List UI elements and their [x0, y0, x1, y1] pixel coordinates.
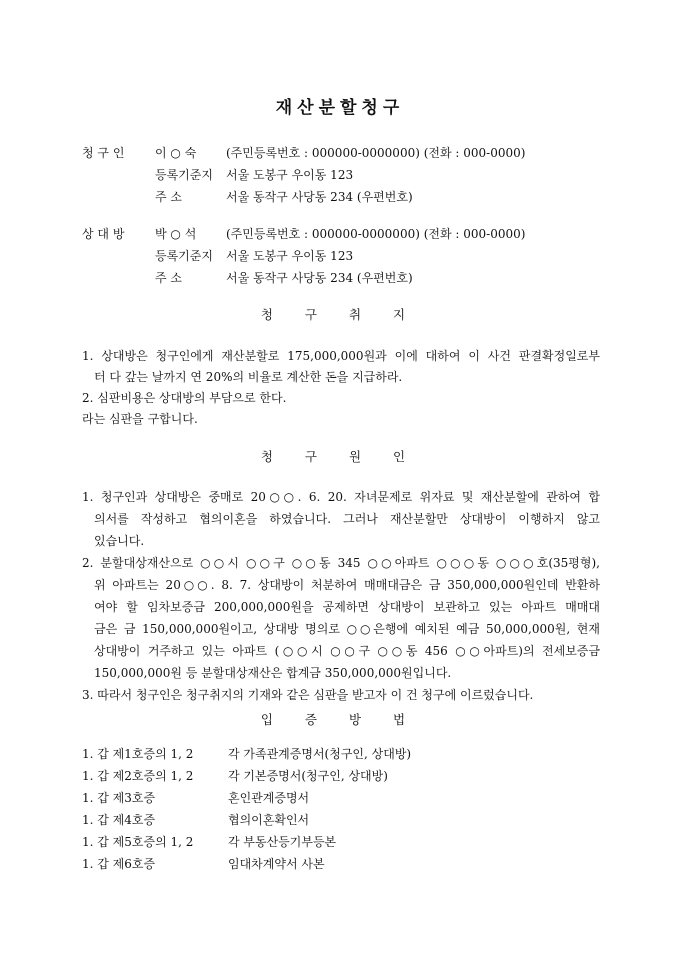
claimant-address: 서울 동작구 사당동 234 (우편번호) [226, 190, 413, 204]
claimant-address-label: 주 소 [155, 190, 182, 204]
cause-heading: 청 구 원 인 [260, 449, 420, 464]
respondent-domicile: 서울 도봉구 우이동 123 [226, 249, 354, 263]
document-title: 재산분할청구 [275, 98, 405, 118]
claimant-domicile: 서울 도봉구 우이동 123 [226, 168, 354, 182]
respondent-id-phone: (주민등록번호 : 000000-0000000) (전화 : 000-0000) [226, 227, 526, 241]
purpose-heading: 청 구 취 지 [260, 307, 420, 322]
respondent-name: 박 ○ 석 [155, 227, 197, 241]
claimant-domicile-label: 등록기준지 [155, 168, 213, 182]
respondent-address: 서울 동작구 사당동 234 (우편번호) [226, 271, 413, 285]
evidence-item-label: 1. 갑 제1호증의 1, 2 [82, 747, 194, 761]
evidence-item-label: 1. 갑 제2호증의 1, 2 [82, 769, 194, 783]
cause-line: 여야 할 임차보증금 200,000,000원을 공제하면 상대방이 보관하고 있는 아파트 매매대 [94, 600, 600, 614]
respondent-address-label: 주 소 [155, 271, 182, 285]
claimant-name: 이 ○ 숙 [155, 146, 197, 160]
evidence-item-desc: 각 기본증명서(청구인, 상대방) [228, 769, 388, 783]
evidence-item-label: 1. 갑 제4호증 [82, 813, 156, 827]
claimant-id-phone: (주민등록번호 : 000000-0000000) (전화 : 000-0000) [226, 146, 526, 160]
evidence-heading: 입 증 방 법 [260, 712, 420, 727]
respondent-role: 상 대 방 [82, 227, 125, 241]
claimant-role: 청 구 인 [82, 146, 125, 160]
purpose-line: 2. 심판비용은 상대방의 부담으로 한다. [82, 391, 287, 405]
cause-line: 2. 분할대상재산으로 ○○시 ○○구 ○○동 345 ○○아파트 ○○○동 ○○○호(35평형), [82, 556, 600, 570]
cause-line: 3. 따라서 청구인은 청구취지의 기재와 같은 심판을 받고자 이 건 청구에 이르렀습니다. [82, 688, 534, 702]
cause-line: 위 아파트는 20○○. 8. 7. 상대방이 처분하여 매매대금은 금 350,000,000원인데 반환하 [94, 578, 600, 592]
evidence-item-label: 1. 갑 제6호증 [82, 857, 156, 871]
evidence-item-desc: 협의이혼확인서 [228, 813, 310, 827]
evidence-item-desc: 각 가족관계증명서(청구인, 상대방) [228, 747, 412, 761]
evidence-item-label: 1. 갑 제3호증 [82, 791, 156, 805]
purpose-line: 1. 상대방은 청구인에게 재산분할로 175,000,000원과 이에 대하여 이 사건 판결확정일로부 [82, 349, 600, 363]
purpose-line: 터 다 갚는 날까지 연 20%의 비율로 계산한 돈을 지급하라. [94, 370, 403, 384]
cause-line: 150,000,000원 등 분할대상재산은 합계금 350,000,000원입니다. [94, 666, 452, 680]
cause-line: 의서를 작성하고 협의이혼을 하였습니다. 그러나 재산분할만 상대방이 이행하지 않고 [94, 512, 600, 526]
purpose-line: 라는 심판을 구합니다. [82, 412, 198, 426]
cause-line: 상대방이 거주하고 있는 아파트 (○○시 ○○구 ○○동 456 ○○아파트)의 전세보증금 [94, 644, 600, 658]
evidence-item-desc: 각 부동산등기부등본 [228, 835, 337, 849]
cause-line: 금은 금 150,000,000원이고, 상대방 명의로 ○○은행에 예치된 예금 50,000,000원, 현재 [94, 622, 600, 636]
cause-line: 1. 청구인과 상대방은 중매로 20○○. 6. 20. 자녀문제로 위자료 및 재산분할에 관하여 합 [82, 490, 600, 504]
evidence-item-desc: 임대차계약서 사본 [228, 857, 325, 871]
evidence-item-label: 1. 갑 제5호증의 1, 2 [82, 835, 194, 849]
evidence-item-desc: 혼인관계증명서 [228, 791, 310, 805]
cause-line: 있습니다. [94, 534, 145, 548]
respondent-domicile-label: 등록기준지 [155, 249, 213, 263]
